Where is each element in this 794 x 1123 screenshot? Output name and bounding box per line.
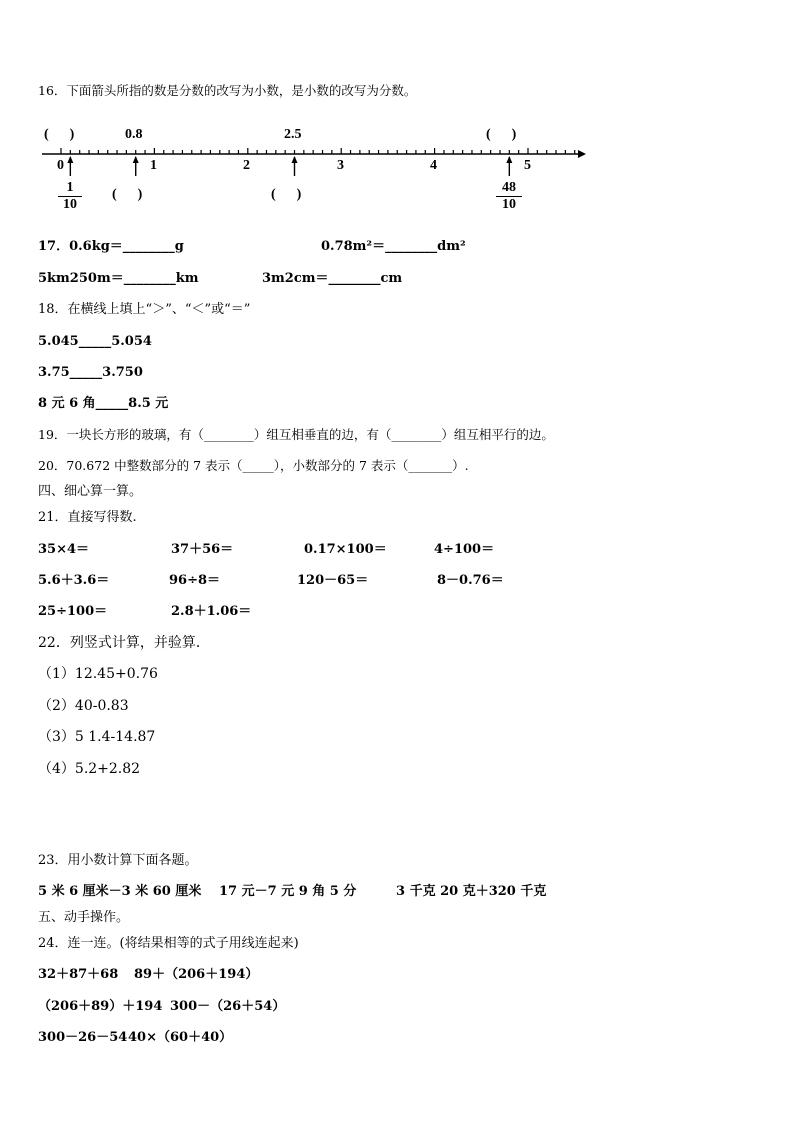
q22-item-1: （1）12.45+0.76: [38, 666, 158, 682]
q23-title: 23．用小数计算下面各题。: [38, 853, 198, 868]
q23-item-2: 17 元－7 元 9 角 5 分: [219, 884, 357, 899]
q21-r2c4: 8－0.76＝: [437, 573, 504, 588]
section-4-title: 四、细心算一算。: [38, 484, 143, 499]
q21-title: 21．直接写得数.: [38, 510, 137, 525]
fraction-numerator: 48: [502, 180, 516, 195]
tick-label-2: 2: [243, 158, 250, 173]
q23-item-3: 3 千克 20 克＋320 千克: [396, 884, 547, 899]
q18-item-1: 5.045_____5.054: [38, 334, 152, 349]
q17-line2b: 3m2cm＝________cm: [262, 271, 403, 286]
pointer-arrowhead: [292, 156, 298, 163]
q21-r3c2: 2.8＋1.06＝: [171, 604, 252, 619]
q22-title: 22．列竖式计算，并验算．: [38, 635, 210, 651]
fraction-numerator: 1: [66, 180, 74, 195]
q24-r1-right: 89＋（206＋194）: [134, 967, 259, 982]
q17-line2a: 5km250m＝________km: [38, 271, 199, 286]
tick-label-3: 3: [337, 158, 344, 173]
q24-r2-right: 300－（26＋54）: [170, 999, 286, 1014]
q21-r2c1: 5.6＋3.6＝: [38, 573, 110, 588]
numberline-top-label-0.8: 0.8: [125, 127, 143, 142]
q20-text: 20．70.672 中整数部分的 7 表示（_____），小数部分的 7 表示（_______）.: [38, 458, 469, 473]
q16-text: 16．下面箭头所指的数是分数的改写为小数，是小数的改写为分数。: [38, 83, 417, 98]
q24-title: 24．连一连。(将结果相等的式子用线连起来): [38, 936, 299, 951]
fraction-denominator: 10: [496, 196, 522, 213]
q21-r2c2: 96÷8＝: [169, 573, 221, 588]
axis-arrowhead: [578, 150, 586, 158]
q21-r2c3: 120－65＝: [297, 573, 369, 588]
q18-item-3: 8 元 6 角_____8.5 元: [38, 396, 169, 411]
tick-label-4: 4: [430, 158, 437, 173]
q21-r1c4: 4÷100＝: [434, 542, 495, 557]
answer-blank-2.5: ( ): [271, 187, 302, 202]
section-5-title: 五、动手操作。: [38, 910, 130, 925]
q19-text: 19．一块长方形的玻璃，有（________）组互相垂直的边，有（________）组互相平行的边。: [38, 427, 554, 442]
q17-line1a: 17．0.6kg＝________g: [38, 239, 184, 254]
q18-item-2: 3.75_____3.750: [38, 365, 143, 380]
fraction-denominator: 10: [58, 196, 82, 213]
fraction-1-10: [58, 180, 82, 213]
numberline-top-label-2.5: 2.5: [284, 127, 302, 142]
q23-item-1: 5 米 6 厘米－3 米 60 厘米: [38, 884, 202, 899]
q21-r1c1: 35×4＝: [38, 542, 90, 557]
numberline-top-blank-left: ( ): [44, 127, 75, 142]
pointer-arrowhead: [133, 156, 139, 163]
q24-r1-left: 32＋87＋68: [38, 967, 119, 982]
q24-r3-left: 300－26－54: [38, 1030, 128, 1045]
q21-r1c2: 37＋56＝: [171, 542, 234, 557]
q18-title: 18．在横线上填上“＞”、“＜”或“＝”: [38, 302, 251, 317]
q22-item-2: （2）40-0.83: [38, 698, 129, 714]
q21-r1c3: 0.17×100＝: [304, 542, 387, 557]
q17-line1b: 0.78m²＝________dm²: [321, 239, 466, 254]
q22-item-4: （4）5.2+2.82: [38, 761, 141, 777]
q21-r3c1: 25÷100＝: [38, 604, 108, 619]
pointer-arrowhead: [67, 156, 73, 163]
tick-label-1: 1: [150, 158, 157, 173]
fraction-48-10: [496, 180, 522, 213]
pointer-arrowhead: [506, 156, 512, 163]
q24-r3-right: 40×（60＋40）: [128, 1030, 233, 1045]
tick-label-5: 5: [524, 158, 531, 173]
tick-label-0: 0: [57, 158, 64, 173]
numberline-top-blank-right: ( ): [486, 127, 517, 142]
q22-item-3: （3）5 1.4-14.87: [38, 729, 156, 745]
answer-blank-0.8: ( ): [112, 187, 143, 202]
q24-r2-left: （206＋89）＋194: [38, 999, 163, 1014]
